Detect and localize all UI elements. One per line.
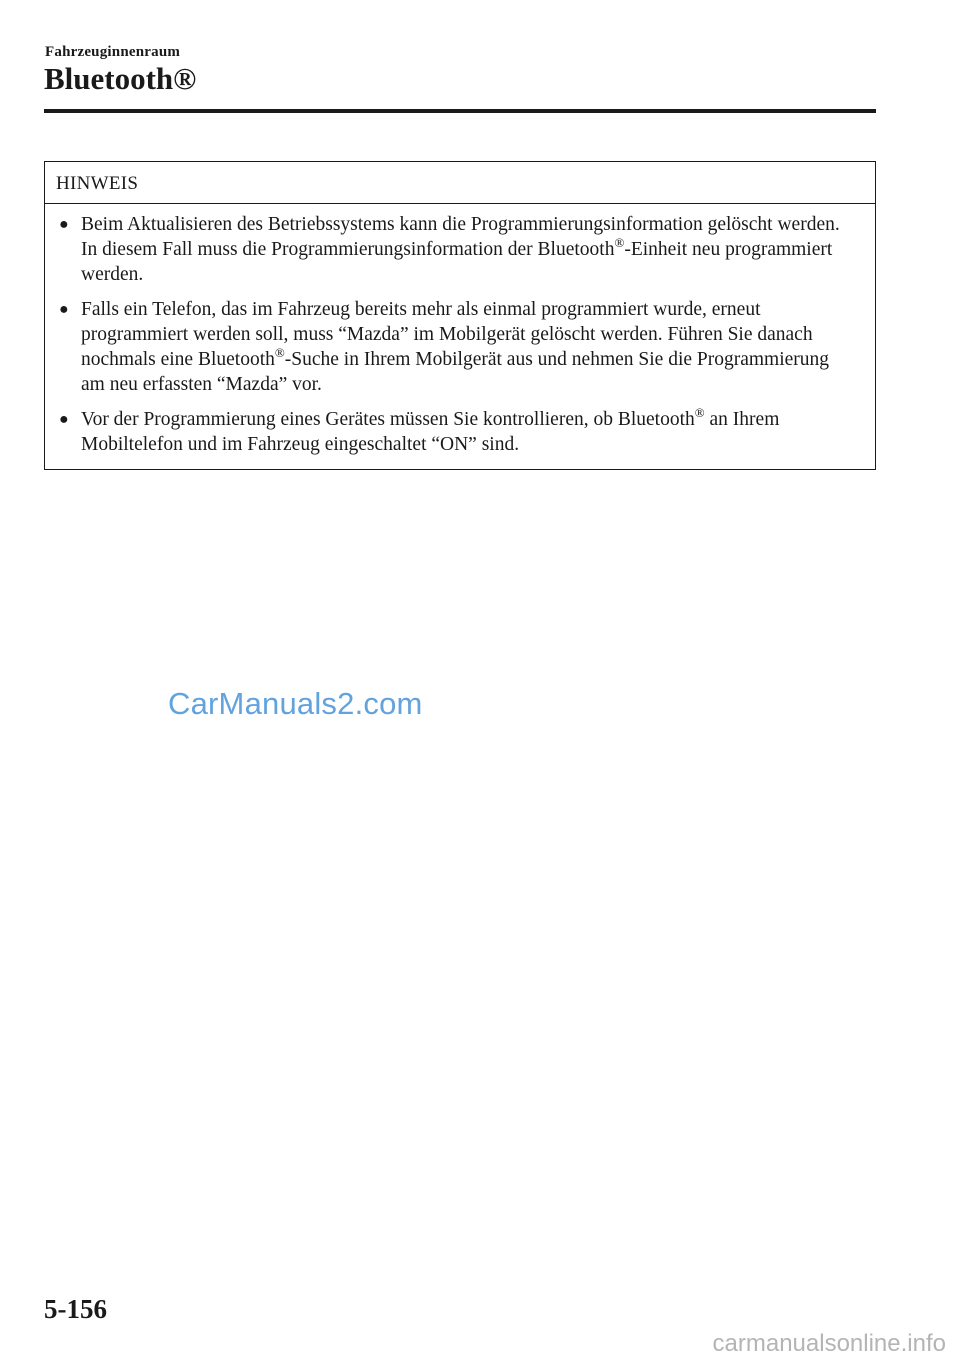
note-item [57, 297, 855, 397]
bullet-icon: ● [59, 216, 69, 233]
note-text: Falls ein Telefon, das im Fahrzeug bereits mehr als einmal programmiert wurde, erneut programmiert werden soll, muss “Mazda” im Mobilgerät gelöscht werden. Führen Sie danach nochmals eine Bluetooth [81, 299, 813, 370]
section-label: Fahrzeuginnenraum [45, 44, 181, 60]
title-rule [44, 109, 876, 113]
note-text: Vor der Programmierung eines Gerätes müssen Sie kontrollieren, ob Bluetooth [81, 409, 695, 430]
note-list [45, 204, 875, 469]
note-heading: HINWEIS [45, 162, 875, 204]
note-text-continued: -Einheit neu programmiert werden. [81, 239, 833, 285]
note-text-continued: -Suche in Ihrem Mobilgerät aus und nehmen Sie die Programmierung am neu erfassten “Mazda” vor. [81, 349, 830, 395]
watermark-logo: CarManuals2.com [168, 686, 423, 721]
registered-mark: ® [274, 345, 285, 360]
page-number: 5-156 [44, 1294, 107, 1324]
page-title: Bluetooth® [44, 61, 197, 96]
note-item [57, 212, 855, 287]
bullet-icon: ● [59, 301, 69, 318]
note-item [57, 407, 855, 457]
footer-site-watermark: carmanualsonline.info [712, 1330, 946, 1357]
note-text: Beim Aktualisieren des Betriebssystems kann die Programmierungsinformation gelöscht werden. In diesem Fall muss die Programmierungsinformation der Bluetooth [81, 214, 840, 260]
note-box [44, 161, 876, 470]
registered-mark: ® [694, 405, 705, 420]
bullet-icon: ● [59, 411, 69, 428]
note-text-continued: an Ihrem Mobiltelefon und im Fahrzeug eingeschaltet “ON” sind. [81, 409, 780, 455]
registered-mark: ® [614, 235, 625, 250]
